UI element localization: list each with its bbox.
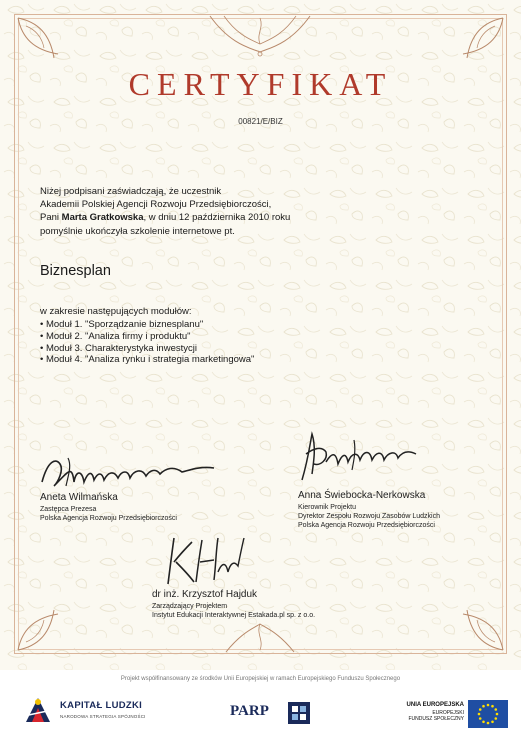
signatory-org: Dyrektor Zespołu Rozwoju Zasobów Ludzkich <box>298 513 441 520</box>
certificate-statement <box>40 185 370 238</box>
eu-star <box>478 713 481 716</box>
statement-line-1: Niżej podpisani zaświadczają, że uczestnik <box>40 186 222 197</box>
eu-star <box>491 705 494 708</box>
parp-name: PARP <box>230 703 269 719</box>
module-item: • Moduł 2. "Analiza firmy i produktu" <box>40 330 191 342</box>
eu-star <box>482 720 485 723</box>
eu-star <box>487 722 490 725</box>
module-item: • Moduł 1. "Sporządzanie biznesplanu" <box>40 319 204 330</box>
top-ornament <box>200 14 321 58</box>
eu-fund-line-2: FUNDUSZ SPOŁECZNY <box>408 716 464 722</box>
statement-line-3 <box>40 211 370 224</box>
statement-prefix: Pani <box>40 212 60 224</box>
kapital-ludzki-subtitle: NARODOWA STRATEGIA SPÓJNOŚCI <box>60 714 146 719</box>
parp-logo <box>230 700 320 728</box>
kapital-ludzki-logo <box>22 692 172 728</box>
statement-line-4: pomyślnie ukończyła szkolenie internetowe pt. <box>40 225 235 237</box>
kapital-ludzki-icon <box>22 692 56 726</box>
signature-wilmanska <box>38 452 218 492</box>
signatory-role: Zastępca Prezesa <box>40 506 97 513</box>
certificate-number: 00821/E/BIZ <box>238 117 283 126</box>
eu-star <box>482 705 485 708</box>
modules-list <box>40 319 254 366</box>
funding-note: Projekt współfinansowany ze środków Unii Europejskiej w ramach Europejskiego Funduszu Społecznego <box>120 676 401 682</box>
corner-ornament-bottom-right <box>437 584 507 654</box>
participant-name: Marta Gratkowska <box>61 212 144 224</box>
eu-star <box>494 717 497 720</box>
signatory-name: Anna Świebocka-Nerkowska <box>298 490 426 501</box>
eu-star <box>479 708 482 711</box>
eu-star <box>496 713 499 716</box>
statement-date: , w dniu 12 października 2010 roku <box>143 212 291 224</box>
signatory-name: dr inż. Krzysztof Hajduk <box>152 589 258 600</box>
module-item: • Moduł 4. "Analiza rynku i strategia marketingowa" <box>40 354 255 366</box>
eu-fund-line-1: EUROPEJSKI <box>432 710 464 716</box>
eu-fund-label <box>408 710 464 722</box>
eu-star <box>494 708 497 711</box>
course-title: Biznesplan <box>40 263 111 279</box>
parp-icon <box>286 700 312 726</box>
statement-line-2: Akademii Polskiej Agencji Rozwoju Przedsiębiorczości, <box>40 199 272 211</box>
signatory-role: Kierownik Projektu <box>298 504 356 511</box>
modules-intro: w zakresie następujących modułów: <box>40 306 192 317</box>
signature-swiebocka <box>292 430 422 486</box>
signatory-role: Zarządzający Projektem <box>152 603 228 610</box>
eu-star <box>487 704 490 707</box>
eu-star <box>479 717 482 720</box>
signature-hajduk <box>160 532 250 588</box>
eu-logo <box>378 696 512 730</box>
kapital-ludzki-name: KAPITAŁ LUDZKI <box>60 700 143 711</box>
signatory-org: Polska Agencja Rozwoju Przedsiębiorczości <box>40 515 177 522</box>
signatory-1 <box>40 492 177 523</box>
signatory-3 <box>152 589 315 620</box>
certificate-title: CERTYFIKAT <box>128 66 393 102</box>
module-item: • Moduł 3. Charakterystyka inwestycji <box>40 342 197 354</box>
eu-union-label: UNIA EUROPEJSKA <box>406 702 464 708</box>
eu-star <box>491 720 494 723</box>
signatory-2 <box>298 490 440 530</box>
eu-flag-icon <box>468 700 508 728</box>
signatory-name: Aneta Wilmańska <box>40 492 118 503</box>
signatory-org-2: Polska Agencja Rozwoju Przedsiębiorczości <box>298 522 435 529</box>
signatory-org: Instytut Edukacji Interaktywnej Estakada.pl sp. z o.o. <box>152 612 316 619</box>
corner-ornament-bottom-left <box>14 584 84 654</box>
